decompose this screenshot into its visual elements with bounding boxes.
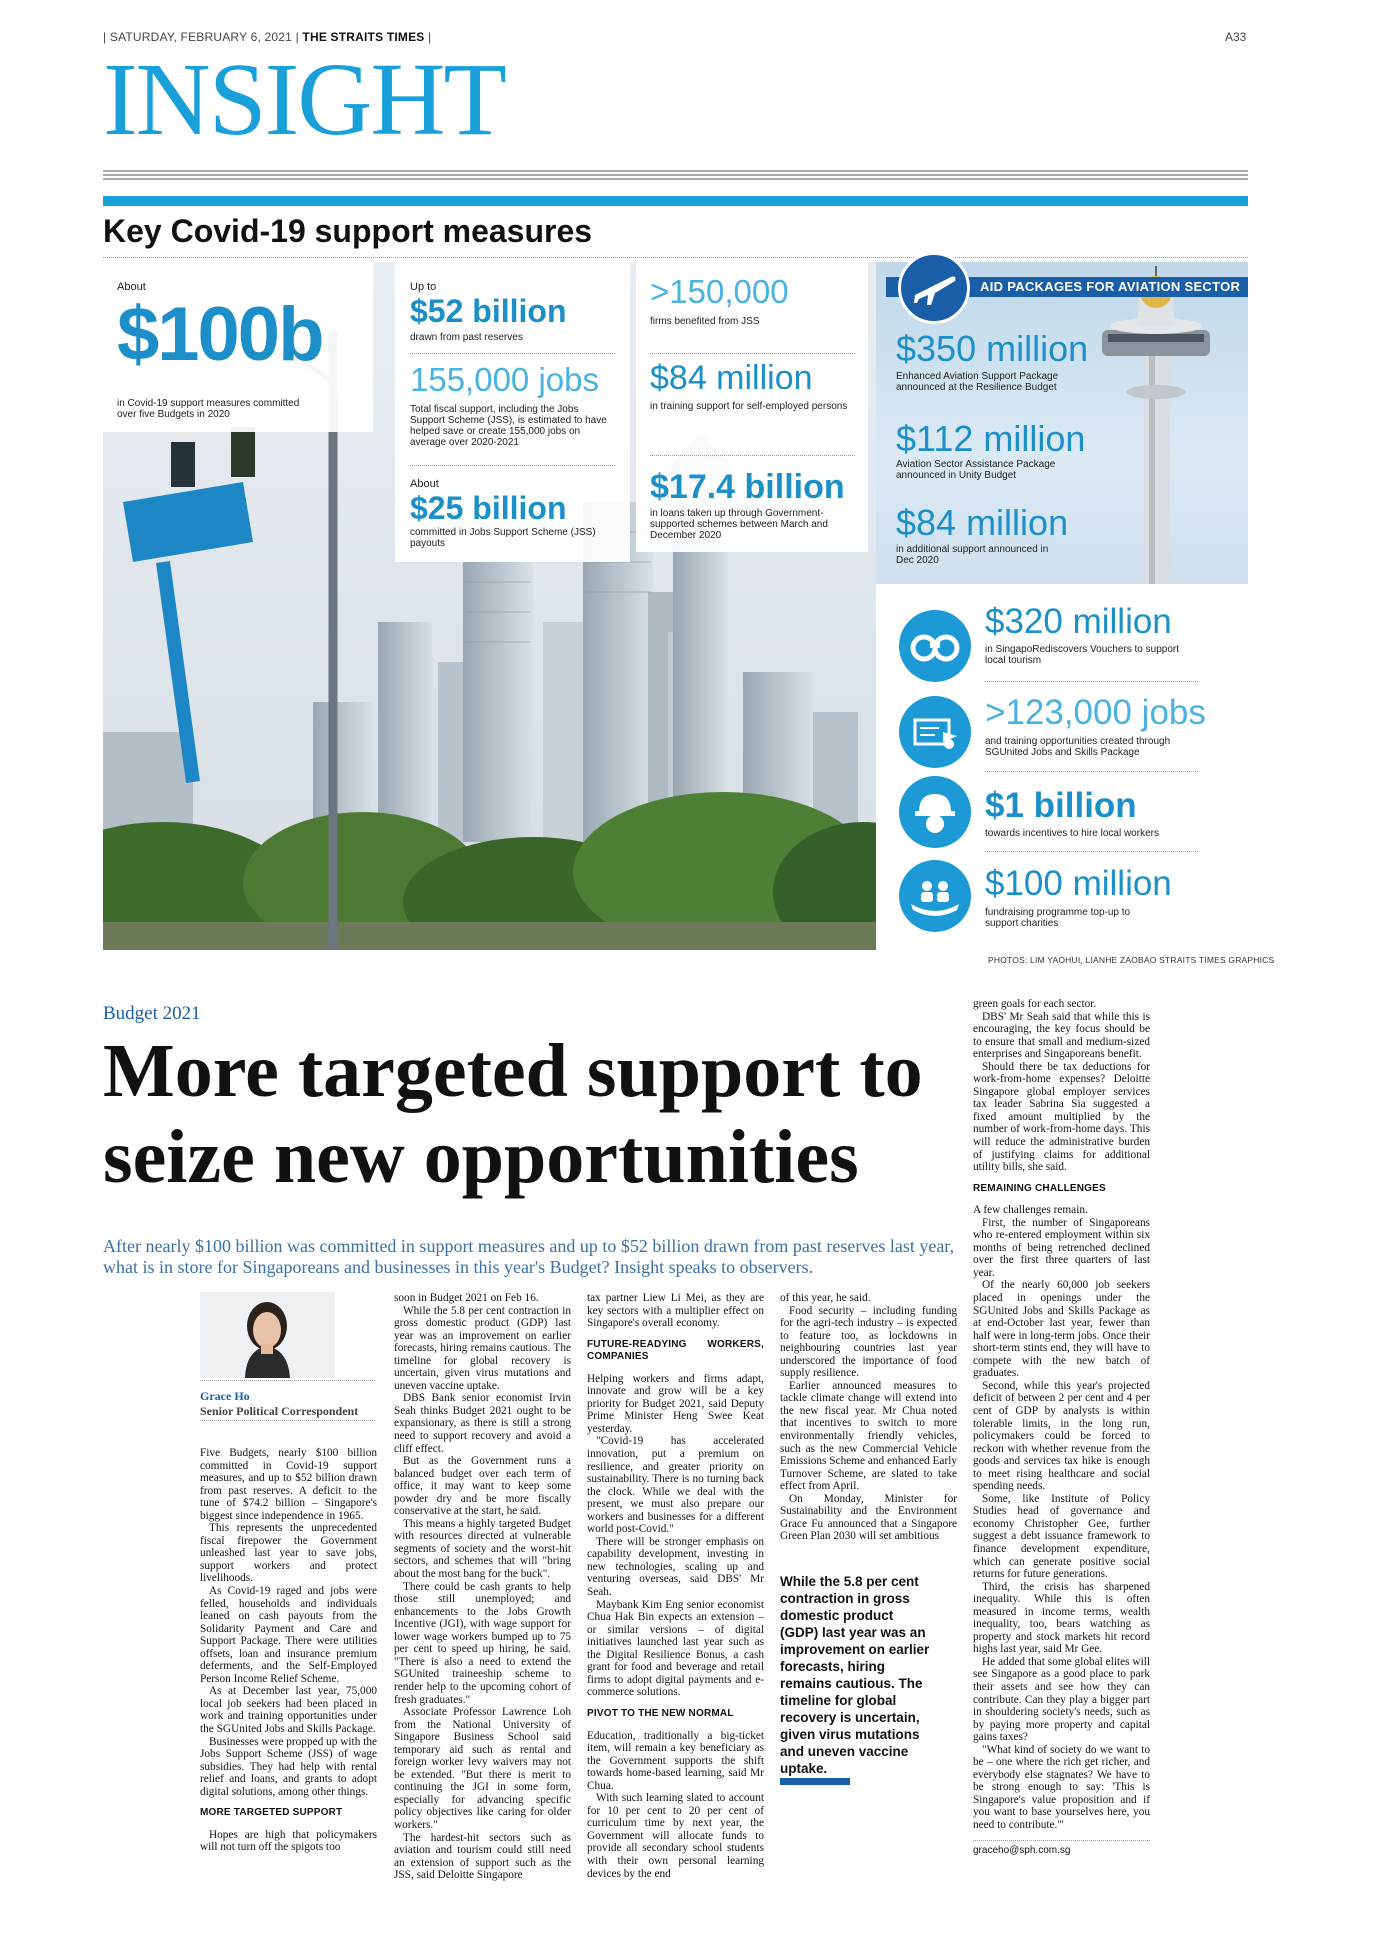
paragraph: There could be cash grants to help those still unemployed; and enhancements to the Jobs Growth Incentive (JGI), with wage support for lower wage workers bumped up to 75 per cent to speed up hiring, he said. "There is also a need to extend the SGUnited traineeship scheme to render help to the upcoming cohort of fresh graduates.": [394, 1580, 571, 1706]
stat-155k-value: 155,000 jobs: [410, 361, 599, 398]
paper-name: THE STRAITS TIMES: [302, 30, 425, 44]
paragraph: green goals for each sector.: [973, 998, 1097, 1010]
dotted-divider: [973, 1840, 1150, 1841]
subheading: PIVOT TO THE NEW NORMAL: [587, 1707, 734, 1719]
icon-item-3-value: $100 million: [985, 864, 1172, 903]
binoculars-icon: [899, 610, 971, 682]
stat-100b-value: $100b: [117, 292, 323, 377]
certificate-icon: [899, 696, 971, 768]
pull-quote-bar: [780, 1778, 850, 1785]
headline: More targeted support to seize new opportunities: [103, 1029, 923, 1199]
stat-25b-pre: About: [410, 478, 439, 490]
paragraph: Maybank Kim Eng senior economist Chua Hak Bin expects an extension – or similar versions – of digital initiatives launched last year such as the Digital Resilience Bonus, a cash grant for food and beverage and retail firms to adopt digital payments and e-commerce solutions.: [587, 1598, 764, 1699]
subheading: MORE TARGETED SUPPORT: [200, 1807, 343, 1819]
dotted-divider: [200, 1380, 375, 1381]
paragraph: He added that some global elites will see Singapore as a good place to park their assets and see how they can contribute. Can they play a bigger part in shouldering society's needs, such as by paying more property and capital gains taxes?: [973, 1655, 1150, 1744]
page-number: A33: [1225, 30, 1247, 44]
stat-150k-desc: firms benefited from JSS: [650, 316, 760, 327]
icon-item-2-value: $1 billion: [985, 786, 1137, 825]
stat-17b-desc: in loans taken up through Government-supported schemes between March and December 2020: [650, 508, 828, 541]
aviation-112m-desc: Aviation Sector Assistance Package announced in Unity Budget: [896, 459, 1056, 481]
paragraph: DBS' Mr Seah said that while this is encouraging, the key focus should be to ensure that small and medium-sized enterprises and Singaporeans benefit.: [973, 1010, 1150, 1061]
paragraph: There will be stronger emphasis on capability development, investing in new technologies, scaling up and venturing overseas, said DBS' Mr Seah.: [587, 1535, 764, 1599]
paragraph: Second, while this year's projected deficit of between 2 per cent and 4 per cent of GDP by analysts is within tolerable limits, in the long run, policymakers could be forced to reckon with whether revenue from the goods and services tax hike is enough to meet rising healthcare and social spending needs.: [973, 1379, 1150, 1493]
kicker: Budget 2021: [103, 1003, 201, 1024]
paragraph: "Covid-19 has accelerated innovation, put a premium on resilience, and greater priority on sustainability. There is no turning back the clock. While we deal with the present, we must also prepare our workers and businesses for a different world post-Covid.": [587, 1435, 764, 1536]
author-email[interactable]: graceho@sph.com.sg: [973, 1844, 1071, 1856]
dotted-divider: [410, 353, 615, 354]
section-title: INSIGHT: [103, 42, 505, 157]
paragraph: of this year, he said.: [780, 1292, 871, 1304]
article-column-4: [780, 1292, 957, 1543]
aviation-84m-value: $84 million: [896, 502, 1069, 543]
aviation-350m-value: $350 million: [896, 328, 1089, 369]
paragraph: Earlier announced measures to tackle climate change will extend into the new fiscal year. Mr Chua noted that incentives to switch to more environmentally friendly vehicles, such as the new Commercial Vehicle Emissions Scheme and enhanced Early Turnover Scheme, are slated to take effect from April.: [780, 1379, 957, 1493]
paragraph: DBS Bank senior economist Irvin Seah thinks Budget 2021 ought to be expansionary, as there is still a strong need to support recovery and avoid a cliff effect.: [394, 1392, 571, 1455]
paragraph: Education, traditionally a big-ticket item, will remain a key beneficiary as the Government supports the shift towards home-based learning, said Mr Chua.: [587, 1729, 764, 1792]
stat-150k-value: >150,000: [650, 273, 789, 310]
paragraph: Businesses were propped up with the Jobs Support Scheme (JSS) of wage subsidies. They had help with rental relief and loans, and grants to adopt digital solutions, among other things.: [200, 1735, 377, 1798]
dotted-divider: [985, 681, 1198, 682]
article-column-1: [200, 1447, 377, 1854]
paragraph: Food security – including funding for the agri-tech industry – is expected to feature too, as lockdowns in neighbouring countries last year underscored the importance of food supply resilience.: [780, 1304, 957, 1380]
paragraph: While the 5.8 per cent contraction in gross domestic product (GDP) last year was an improvement on earlier forecasts, hiring remains cautious. The timeline for global recovery is uncertain, given virus mutations and uneven vaccine uptake.: [394, 1304, 571, 1392]
paragraph: This represents the unprecedented fiscal firepower the Government unleashed last year to save jobs, support workers and protect livelihoods.: [200, 1522, 377, 1585]
paragraph: Helping workers and firms adapt, innovate and grow will be a key priority for Budget 2021, said Deputy Prime Minister Heng Swee Keat yesterday.: [587, 1372, 764, 1435]
photo-credit: PHOTOS: LIM YAOHUI, LIANHE ZAOBAO STRAITS TIMES GRAPHICS: [988, 955, 1275, 965]
dotted-divider: [200, 1420, 375, 1421]
worker-helmet-icon: [899, 776, 971, 848]
stat-25b-value: $25 billion: [410, 490, 567, 526]
paragraph: Of the nearly 60,000 job seekers placed in openings under the SGUnited Jobs and Skills Package as at end-October last year, fewer than half were in long-term jobs. Once their short-term stints end, they will have to compete with the new batch of graduates.: [973, 1279, 1150, 1380]
paragraph: With such learning slated to account for 10 per cent to 20 per cent of curriculum time by next year, the Government will allocate funds to provide all secondary school students with their own personal learning devices by the end: [587, 1792, 764, 1880]
paragraph: First, the number of Singaporeans who re-entered employment within six months of being retrenched declined over the first three quarters of last year.: [973, 1216, 1150, 1279]
stat-52b-pre: Up to: [410, 281, 437, 293]
gray-rule: [103, 170, 1248, 182]
paragraph: This means a highly targeted Budget with resources directed at vulnerable segments of society and the worst-hit sectors, and schemes that will "bring about the most bang for the buck".: [394, 1517, 571, 1581]
dotted-divider: [103, 257, 1248, 258]
paragraph: Third, the crisis has sharpened inequality. While this is often measured in income terms, wealth inequality, too, bears watching as property and stock markets hit record highs last year, said Mr Gee.: [973, 1580, 1150, 1656]
paragraph: On Monday, Minister for Sustainability and the Environment Grace Fu announced that a Singapore Green Plan 2030 will set ambitious: [780, 1492, 957, 1543]
blue-rule: [103, 196, 1248, 206]
article-column-3: [587, 1292, 764, 1880]
paragraph: A few challenges remain.: [973, 1204, 1088, 1217]
aviation-banner: AID PACKAGES FOR AVIATION SECTOR: [886, 277, 1248, 297]
paragraph: Hopes are high that policymakers will not turn off the spigots too: [200, 1828, 377, 1854]
paragraph: soon in Budget 2021 on Feb 16.: [394, 1292, 539, 1304]
standfirst: After nearly $100 billion was committed in support measures and up to $52 billion drawn from past reserves last year, what is in store for Singaporeans and businesses in this year's Budget? Insight speaks to observers.: [103, 1236, 955, 1277]
pull-quote: While the 5.8 per cent contraction in gross domestic product (GDP) last year was an improvement on earlier forecasts, hiring remains cautious. The timeline for global recovery is uncertain, given virus mutations and uneven vaccine uptake.: [780, 1574, 930, 1776]
stat-84m-desc: in training support for self-employed persons: [650, 401, 848, 412]
issue-date: SATURDAY, FEBRUARY 6, 2021: [109, 30, 293, 44]
stat-100b-pre: About: [117, 281, 146, 293]
paragraph: Some, like Institute of Policy Studies head of governance and economy Christopher Gee, further suggest a debt issuance framework to finance development expenditure, which can generate positive social returns for future generations.: [973, 1492, 1150, 1581]
paragraph: Should there be tax deductions for work-from-home expenses? Deloitte Singapore global employer services tax leader Sabrina Sia suggested a fixed amount multiplied by the number of work-from-home days. This will reduce the administrative burden of justifying claims for additional utility bills, she said.: [973, 1060, 1150, 1174]
dotted-divider: [410, 465, 615, 466]
aviation-84m-desc: in additional support announced in Dec 2020: [896, 544, 1049, 566]
article-column-5: [973, 998, 1150, 1857]
stat-84m-value: $84 million: [650, 359, 813, 397]
stat-52b-value: $52 billion: [410, 293, 567, 329]
icon-item-0-value: $320 million: [985, 602, 1172, 641]
paragraph: But as the Government runs a balanced budget over each term of office, it may want to keep some powder dry and be more fiscally conservative at the start, he said.: [394, 1455, 571, 1518]
dotted-divider: [650, 353, 855, 354]
paragraph: Associate Professor Lawrence Loh from the National University of Singapore Business School said temporary aid such as rental and foreign worker levy waivers may not be extended. "But there is merit to continuing the JGI in some form, especially for advancing specific policy objectives like caring for older workers.": [394, 1706, 571, 1831]
paragraph: tax partner Liew Li Mei, as they are key sectors with a multiplier effect on Singapore's overall economy.: [587, 1292, 764, 1330]
aviation-350m-desc: Enhanced Aviation Support Package announced at the Resilience Budget: [896, 371, 1059, 393]
author-name: Grace Ho: [200, 1389, 250, 1403]
dotted-divider: [650, 455, 855, 456]
paragraph: The hardest-hit sectors such as aviation and tourism could still need an extension of support such as the JSS, said Deloitte Singapore: [394, 1831, 571, 1882]
stat-17b-value: $17.4 billion: [650, 468, 845, 506]
author-photo: [200, 1292, 335, 1378]
paragraph: As Covid-19 raged and jobs were felled, households and individuals leaned on cash payouts from the Solidarity Payment and Care and Support Package. There were utilities offsets, loan and insurance premium deferments, and the Self-Employed Person Income Relief Scheme.: [200, 1585, 377, 1685]
dotted-divider: [985, 851, 1198, 852]
subheading: FUTURE-READYING WORKERS, COMPANIES: [587, 1338, 764, 1363]
airplane-icon: [898, 252, 970, 324]
stat-100b-desc: in Covid-19 support measures committed over five Budgets in 2020: [117, 398, 300, 420]
article-column-2: [394, 1292, 571, 1882]
icon-item-2-desc: towards incentives to hire local workers: [985, 828, 1159, 839]
charity-hands-icon: [899, 860, 971, 932]
dateline: | SATURDAY, FEBRUARY 6, 2021 | THE STRAITS TIMES |: [103, 30, 432, 44]
paragraph: "What kind of society do we want to be – one where the rich get richer, and everybody else stagnates? We have to be strong enough to say: 'This is Singapore's value proposition and if you want to base yourselves here, you need to contribute.'": [973, 1743, 1150, 1831]
stat-155k-desc: Total fiscal support, including the Jobs Support Scheme (JSS), is estimated to have helped save or create 155,000 jobs on average over 2020-2021: [410, 404, 607, 448]
dotted-divider: [985, 771, 1198, 772]
subheading: REMAINING CHALLENGES: [973, 1182, 1106, 1194]
icon-item-0-desc: in SingapoRediscovers Vouchers to support local tourism: [985, 644, 1180, 666]
paragraph: Five Budgets, nearly $100 billion committed in Covid-19 support measures, and up to $52 billion drawn from past reserves. A deficit to the tune of $74.2 billion – Singapore's biggest since independence in 1965.: [200, 1447, 377, 1522]
icon-item-3-desc: fundraising programme top-up to support charities: [985, 907, 1131, 929]
author-title: Senior Political Correspondent: [200, 1404, 359, 1418]
stat-52b-desc: drawn from past reserves: [410, 332, 523, 343]
graphic-title: Key Covid-19 support measures: [103, 213, 593, 249]
paragraph: As at December last year, 75,000 local job seekers had been placed in work and training opportunities under the SGUnited Jobs and Skills Package.: [200, 1685, 377, 1736]
stat-25b-desc: committed in Jobs Support Scheme (JSS) payouts: [410, 527, 596, 549]
icon-item-1-value: >123,000 jobs: [985, 693, 1206, 732]
aviation-112m-value: $112 million: [896, 418, 1086, 459]
icon-item-1-desc: and training opportunities created through SGUnited Jobs and Skills Package: [985, 736, 1171, 758]
